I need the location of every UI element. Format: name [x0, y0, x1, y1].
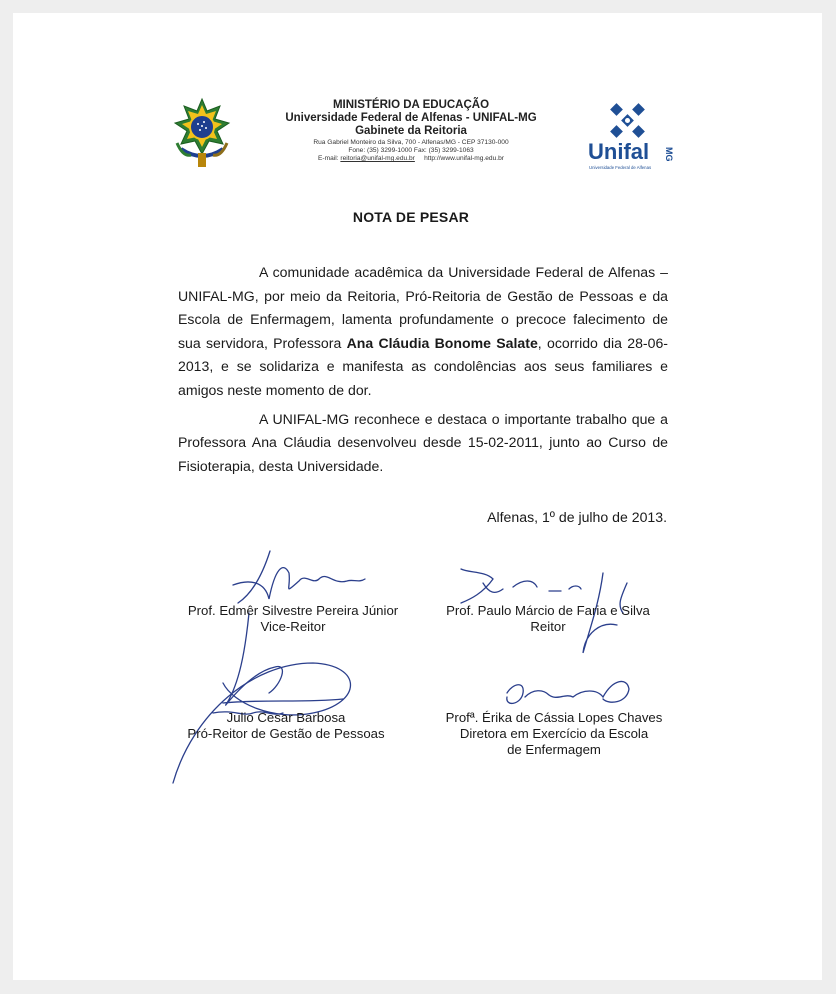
logo-wordmark: Unifal	[588, 139, 650, 164]
phone-fax: Fone: (35) 3299-1000 Fax: (35) 3299-1063	[348, 146, 474, 154]
signature-diretora	[507, 681, 629, 703]
date-line: Alfenas, 1º de julho de 2013.	[487, 509, 667, 525]
logo-suffix: MG	[664, 147, 674, 162]
letterhead	[263, 99, 559, 163]
signer-name: Profª. Érika de Cássia Lopes Chaves	[445, 710, 663, 725]
paragraph-2: A UNIFAL-MG reconhece e destaca o importante trabalho que a Professora Ana Cláudia desenvolveu desde 15-02-2011, junto ao Curso de Fisioterapia, desta Universidade.	[178, 410, 668, 474]
signer-name: Prof. Edmêr Silvestre Pereira Júnior	[187, 603, 399, 618]
email-label: E-mail:	[318, 155, 341, 163]
document-title: NOTA DE PESAR	[352, 209, 470, 225]
university-name: Universidade Federal de Alfenas - UNIFAL-MG	[285, 112, 537, 125]
logo-tagline: Universidade Federal de Alfenas	[589, 165, 652, 170]
signer-role: Vice-Reitor	[260, 619, 326, 634]
signer-role-continued: de Enfermagem	[507, 742, 601, 757]
signer-name: Julio Cesar Barbosa	[226, 710, 346, 725]
signer-role: Pró-Reitor de Gestão de Pessoas	[187, 726, 385, 741]
signature-block-diretora	[428, 710, 680, 758]
signer-role: Reitor	[530, 619, 566, 634]
coat-of-arms-icon	[171, 97, 233, 171]
signer-name: Prof. Paulo Márcio de Faria e Silva	[446, 603, 650, 618]
deceased-name: Ana Cláudia Bonome Salate	[346, 334, 538, 351]
signature-block-pro-reitor	[161, 710, 411, 742]
document-page	[13, 13, 822, 980]
office-name: Gabinete da Reitoria	[355, 125, 467, 138]
document-body	[178, 261, 668, 483]
website-link[interactable]: http://www.unifal-mg.edu.br	[424, 155, 504, 163]
paragraph-1: A comunidade acadêmica da Universidade Federal de Alfenas – UNIFAL-MG, por meio da Reitoria, Pró-Reitoria de Gestão de Pessoas e da Escola de Enfermagem, lamenta profundamente o precoce falecimento de sua servidora, Professora Ana Cláudia Bonome Salate, ocorrido dia 28-06-2013, e se solidariza e manifesta as condolências aos seus familiares e amigos neste momento de dor.	[178, 264, 668, 398]
ministry-name: MINISTÉRIO DA EDUCAÇÃO	[332, 99, 490, 111]
address: Rua Gabriel Monteiro da Silva, 700 - Alfenas/MG - CEP 37130-000	[313, 138, 509, 146]
signature-block-vice-reitor	[173, 603, 413, 635]
signature-vice-reitor	[233, 551, 365, 603]
contact-line	[263, 155, 559, 163]
email-link[interactable]: reitoria@unifal-mg.edu.br	[340, 155, 415, 163]
signature-block-reitor	[428, 603, 668, 635]
unifal-logo	[586, 99, 674, 175]
signer-role: Diretora em Exercício da Escola	[459, 726, 649, 741]
